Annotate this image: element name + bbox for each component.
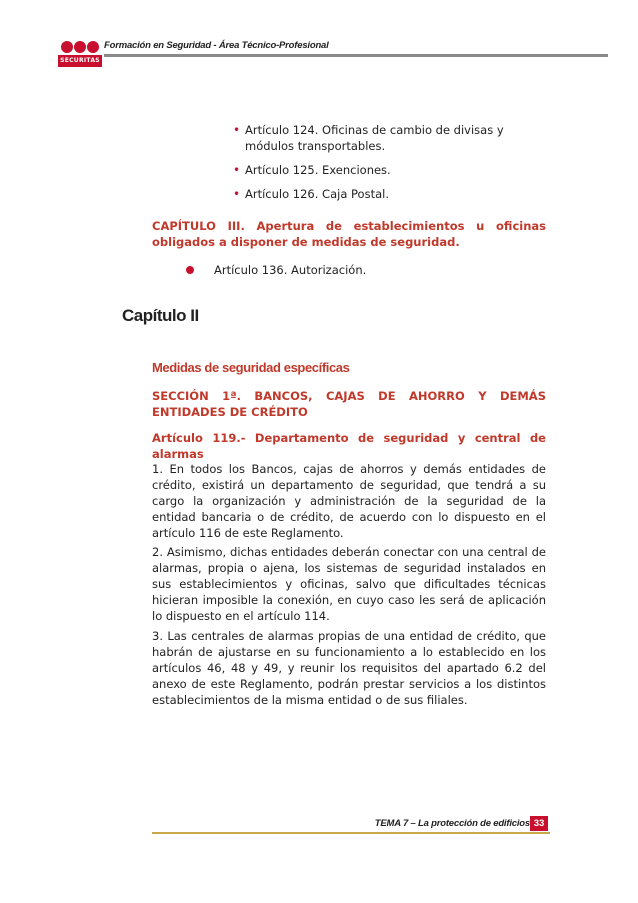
logo-dot	[61, 41, 73, 53]
chapter-iii-heading: CAPÍTULO III. Apertura de establecimientos u oficinas obligados a disponer de medidas de seguridad.	[152, 219, 546, 249]
list-item	[233, 186, 547, 202]
list-item: Artículo 136. Autorización.	[214, 263, 367, 277]
securitas-logo	[58, 40, 102, 70]
header-divider	[104, 54, 608, 57]
list-item	[233, 162, 547, 178]
list-item	[233, 122, 547, 154]
paragraph: 1. En todos los Bancos, cajas de ahorros y demás entidades de crédito, existirá un departamento de seguridad, que tendrá a su cargo la organización y administración de la seguridad de la entidad bancaria o de crédito, de acuerdo con lo dispuesto en el artículo 116 de este Reglamento.	[152, 462, 546, 540]
bullet-dot-icon	[186, 266, 194, 274]
chapter-title: Capítulo II	[122, 306, 199, 325]
paragraph: 2. Asimismo, dichas entidades deberán conectar con una central de alarmas, propia o ajena, los sistemas de seguridad instalados en sus establecimientos y oficinas, salvo que dificultades técnicas hicieran imposible la conexión, en cuyo caso les será de aplicación lo dispuesto en el artículo 114.	[152, 545, 546, 623]
logo-text: SECURITAS	[60, 57, 100, 64]
list-item-text: Artículo 126. Caja Postal.	[245, 187, 389, 201]
list-item-text: Artículo 125. Exenciones.	[245, 163, 391, 177]
bullet-icon: •	[233, 163, 241, 177]
logo-dot	[87, 41, 99, 53]
section-title: Medidas de seguridad específicas	[152, 360, 350, 375]
logo-dot	[74, 41, 86, 53]
page-number: 33	[530, 816, 548, 831]
bullet-icon: •	[233, 187, 241, 201]
page-header	[58, 30, 618, 70]
logo-dots	[61, 41, 101, 55]
paragraph: 3. Las centrales de alarmas propias de una entidad de crédito, que habrán de ajustarse en su funcionamiento a lo establecido en los artículos 46, 48 y 49, y reunir los requisitos del apartado 6.2 del anexo de este Reglamento, podrán prestar servicios a los distintos establecimientos de la misma entidad o de sus filiales.	[152, 629, 546, 707]
section-heading: SECCIÓN 1ª. BANCOS, CAJAS DE AHORRO Y DEMÁS ENTIDADES DE CRÉDITO	[152, 389, 546, 419]
bullet-icon: •	[233, 123, 241, 137]
footer-title: TEMA 7 – La protección de edificios	[374, 818, 530, 829]
list-item-text: Artículo 124. Oficinas de cambio de divisas y módulos transportables.	[245, 123, 504, 153]
logo-bar	[58, 55, 102, 67]
footer-divider	[152, 832, 550, 834]
header-title: Formación en Seguridad - Área Técnico-Profesional	[104, 40, 329, 51]
article-heading: Artículo 119.- Departamento de seguridad y central de alarmas	[152, 431, 546, 461]
